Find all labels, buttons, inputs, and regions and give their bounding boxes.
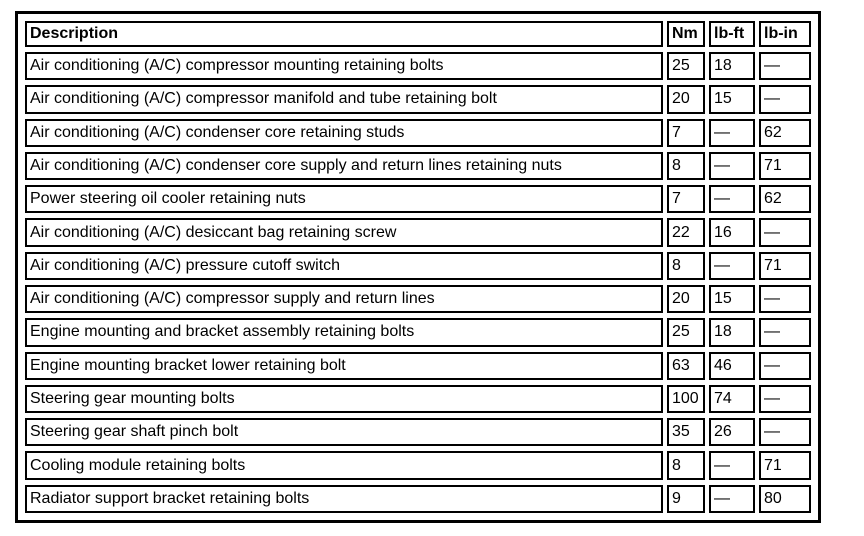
- cell-lb-ft-value: 16: [709, 218, 755, 246]
- cell-lb-in-value: —: [759, 418, 811, 446]
- table-row: [25, 52, 811, 80]
- column-header-lb-ft: lb-ft: [709, 21, 755, 47]
- cell-lb-ft-value: 46: [709, 352, 755, 380]
- cell-nm-value: 9: [667, 485, 705, 513]
- cell-nm-value: 63: [667, 352, 705, 380]
- cell-nm-value: 7: [667, 119, 705, 147]
- cell-lb-in-value: —: [759, 52, 811, 80]
- column-header-description: Description: [25, 21, 663, 47]
- cell-description: Cooling module retaining bolts: [25, 451, 663, 479]
- cell-lb-in-value: 80: [759, 485, 811, 513]
- cell-description: Engine mounting and bracket assembly retaining bolts: [25, 318, 663, 346]
- cell-description: Engine mounting bracket lower retaining bolt: [25, 352, 663, 380]
- table-row: [25, 318, 811, 346]
- table-row: [25, 451, 811, 479]
- cell-description: Steering gear shaft pinch bolt: [25, 418, 663, 446]
- cell-lb-in-value: —: [759, 285, 811, 313]
- cell-nm-value: 8: [667, 152, 705, 180]
- cell-lb-ft-value: —: [709, 185, 755, 213]
- cell-lb-in-value: —: [759, 85, 811, 113]
- table-body: [25, 52, 811, 513]
- cell-lb-in-value: 62: [759, 119, 811, 147]
- cell-lb-ft-value: —: [709, 152, 755, 180]
- table-row: [25, 119, 811, 147]
- cell-lb-in-value: —: [759, 218, 811, 246]
- cell-lb-ft-value: —: [709, 485, 755, 513]
- cell-description: Air conditioning (A/C) compressor supply and return lines: [25, 285, 663, 313]
- table-row: [25, 285, 811, 313]
- cell-nm-value: 20: [667, 285, 705, 313]
- table-row: [25, 185, 811, 213]
- cell-lb-ft-value: 74: [709, 385, 755, 413]
- torque-spec-table: [21, 16, 815, 518]
- table-row: [25, 252, 811, 280]
- cell-lb-ft-value: —: [709, 252, 755, 280]
- cell-lb-in-value: 71: [759, 152, 811, 180]
- cell-lb-ft-value: 18: [709, 318, 755, 346]
- cell-nm-value: 20: [667, 85, 705, 113]
- cell-lb-ft-value: 15: [709, 85, 755, 113]
- cell-lb-ft-value: —: [709, 451, 755, 479]
- cell-description: Air conditioning (A/C) compressor mounting retaining bolts: [25, 52, 663, 80]
- cell-lb-in-value: —: [759, 318, 811, 346]
- table-row: [25, 218, 811, 246]
- cell-nm-value: 25: [667, 52, 705, 80]
- cell-nm-value: 8: [667, 451, 705, 479]
- table-row: [25, 385, 811, 413]
- cell-nm-value: 22: [667, 218, 705, 246]
- cell-lb-in-value: 71: [759, 451, 811, 479]
- cell-lb-in-value: 62: [759, 185, 811, 213]
- cell-description: Air conditioning (A/C) compressor manifold and tube retaining bolt: [25, 85, 663, 113]
- cell-description: Air conditioning (A/C) pressure cutoff switch: [25, 252, 663, 280]
- cell-lb-ft-value: 18: [709, 52, 755, 80]
- column-header-lb-in: lb-in: [759, 21, 811, 47]
- cell-description: Steering gear mounting bolts: [25, 385, 663, 413]
- cell-lb-in-value: —: [759, 352, 811, 380]
- cell-lb-ft-value: 15: [709, 285, 755, 313]
- cell-nm-value: 7: [667, 185, 705, 213]
- cell-nm-value: 100: [667, 385, 705, 413]
- table-row: [25, 85, 811, 113]
- cell-nm-value: 25: [667, 318, 705, 346]
- table-row: [25, 485, 811, 513]
- header-row: [25, 21, 811, 47]
- cell-description: Air conditioning (A/C) condenser core retaining studs: [25, 119, 663, 147]
- cell-description: Air conditioning (A/C) condenser core supply and return lines retaining nuts: [25, 152, 663, 180]
- table-row: [25, 352, 811, 380]
- cell-lb-ft-value: —: [709, 119, 755, 147]
- cell-lb-in-value: 71: [759, 252, 811, 280]
- cell-description: Radiator support bracket retaining bolts: [25, 485, 663, 513]
- table-row: [25, 418, 811, 446]
- torque-spec-table-frame: [15, 11, 821, 523]
- cell-lb-ft-value: 26: [709, 418, 755, 446]
- table-row: [25, 152, 811, 180]
- cell-lb-in-value: —: [759, 385, 811, 413]
- cell-description: Air conditioning (A/C) desiccant bag retaining screw: [25, 218, 663, 246]
- cell-nm-value: 35: [667, 418, 705, 446]
- cell-nm-value: 8: [667, 252, 705, 280]
- column-header-nm: Nm: [667, 21, 705, 47]
- cell-description: Power steering oil cooler retaining nuts: [25, 185, 663, 213]
